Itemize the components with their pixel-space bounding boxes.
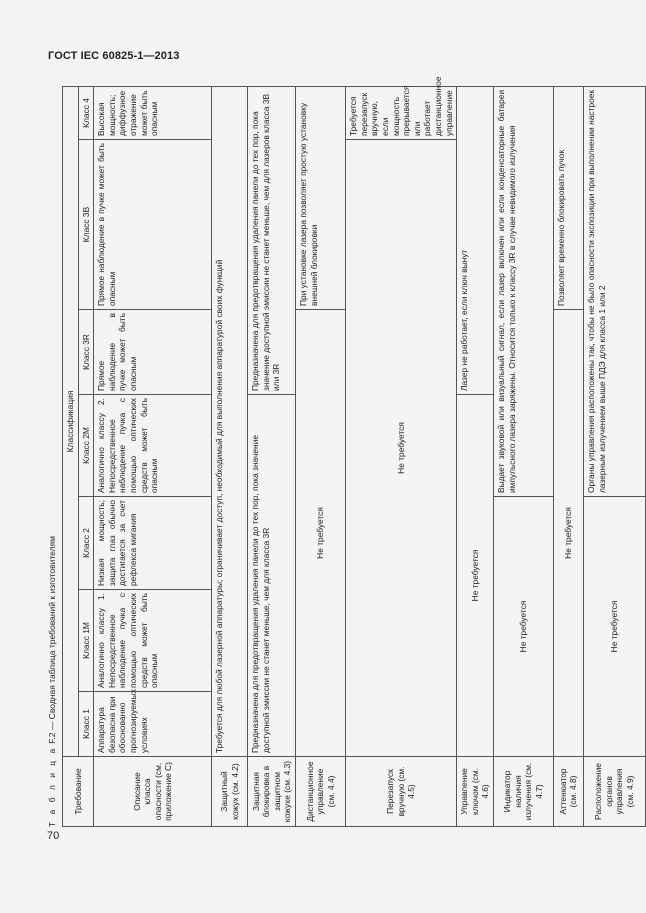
class-header: Класс 1	[78, 692, 94, 757]
table-row	[457, 86, 494, 826]
table-cell: Лазер не работает, если ключ вынут	[457, 86, 494, 394]
class-header: Класс 4	[78, 86, 94, 139]
class-header: Класс 2М	[78, 395, 94, 497]
row-label: Дистанционное управление (см. 4.4)	[296, 757, 346, 827]
table-cell: Не требуется	[346, 140, 457, 757]
table-cell: Не требуется	[493, 497, 553, 757]
class-header: Класс 1М	[78, 590, 94, 692]
document-header: ГОСТ IEC 60825-1—2013	[48, 50, 180, 62]
table-row	[212, 86, 248, 826]
table-cell: Не требуется	[457, 395, 494, 757]
row-label: Описание класса опасности (см. приложение С)	[94, 757, 212, 827]
table-caption	[47, 536, 57, 827]
rotated-table-block	[47, 76, 635, 827]
table-row	[248, 86, 296, 826]
table-row	[346, 86, 457, 826]
table-cell: Аппаратура безопасна при обоснованно прогнозируемых условиях	[94, 692, 212, 757]
table-cell: Высокая мощность; диффузное отражение может быть опасным	[94, 86, 212, 139]
table-cell: При установке лазера позволяет простую установку внешней блокировки	[296, 86, 346, 309]
class-header: Класс 3В	[78, 140, 94, 310]
caption-label: Т а б л и ц а	[47, 746, 57, 827]
col-requirement-header: Требование	[63, 757, 94, 827]
row-label: Управление ключом (см. 4.6)	[457, 757, 494, 827]
row-label: Аттенюатор (см. 4.8)	[553, 757, 583, 827]
table-cell: Не требуется	[553, 310, 583, 757]
row-label: Защитная блокировка в защитном кожухе (см. 4.3)	[248, 757, 296, 827]
table-cell: Прямое наблюдение в пучке может быть опасным	[94, 310, 212, 395]
table-cell: Требуется для любой лазерной аппаратуры; ограничивает доступ, необходимый для выполнения аппаратурой своих функций	[212, 86, 248, 756]
class-header: Класс 3R	[78, 310, 94, 395]
table-cell: Предназначена для предотвращения удаления панели до тех пор, пока значение доступной эмиссии не станет меньше, чем для лазеров класса 3В или 3R	[248, 86, 296, 394]
table-cell: Низкая мощность; защита глаз обычно достигается за счет рефлекса мигания	[94, 497, 212, 590]
table-row	[553, 86, 583, 826]
table-cell: Не требуется	[296, 310, 346, 757]
row-label: Индикатор наличия излучения (см. 4.7)	[493, 757, 553, 827]
table-row	[493, 86, 553, 826]
caption-title: — Сводная таблица требований к изготовителям	[47, 535, 57, 731]
header-row-1	[63, 86, 79, 826]
table-cell: Предназначена для предотвращения удаления панели до тех пор, пока значение доступной эмиссии не станет меньше, чем для класса 3R	[248, 395, 296, 757]
row-label: Защитный кожух (см. 4.2)	[212, 757, 248, 827]
class-header: Класс 2	[78, 497, 94, 590]
table-cell: Выдает звуковой или визуальный сигнал, если лазер включен или если конденсаторные батареи импульсного лазера заряжены. Относится только к классу 3R в случае невидимого излучения	[493, 86, 553, 496]
table-cell: Не требуется	[583, 497, 645, 757]
page-number: 70	[47, 830, 60, 842]
row-label: Расположение органов управления (см. 4.9)	[583, 757, 645, 827]
row-label: Перезапуск вручную (см. 4.5)	[346, 757, 457, 827]
header-row-2	[78, 86, 94, 826]
table-cell: Позволяет временно блокировать пучок	[553, 86, 583, 309]
caption-number: F.2	[47, 732, 57, 744]
table-row	[296, 86, 346, 826]
requirements-table	[62, 76, 646, 827]
col-classification-header: Классификация	[63, 86, 79, 756]
table-cell: Аналогично классу 1. Непосредственное наблюдение пучка с помощью оптических средств может быть опасным	[94, 590, 212, 692]
table-cell: Аналогично классу 2. Непосредственное наблюдение пучка с помощью оптических средств может быть опасным	[94, 395, 212, 497]
table-cell: Требуется перезапуск вручную, если мощность прерывается или работает дистанционное управление	[346, 86, 457, 139]
table-cell: Прямое наблюдение в пучке может быть опасным	[94, 140, 212, 310]
table-row	[583, 86, 645, 826]
table-row	[94, 86, 212, 826]
table-cell: Органы управления расположены так, чтобы не было опасности экспозиции при выполнении настроек лазерным излучением выше ПДЭ для класса 1 или 2	[583, 86, 645, 496]
